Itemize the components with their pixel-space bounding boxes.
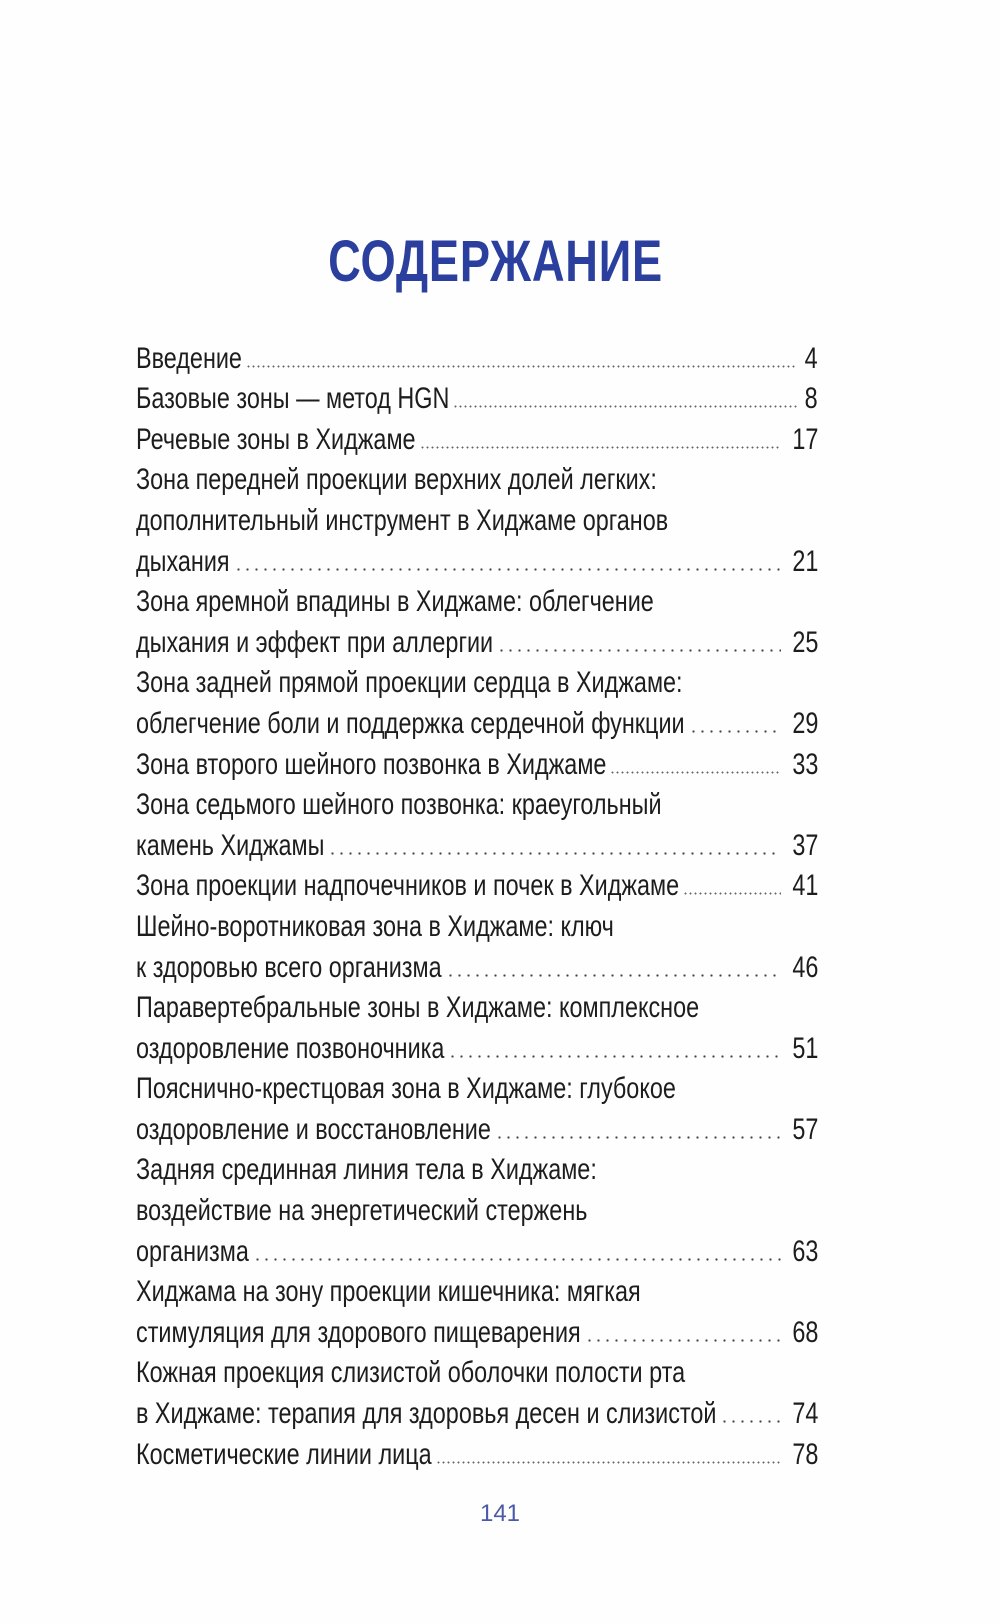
toc-entry-page: 37	[791, 828, 818, 862]
toc-entry[interactable]	[136, 863, 818, 904]
toc-entry-title: камень Хиджамы	[136, 828, 325, 862]
toc-entry[interactable]	[136, 579, 818, 660]
toc-entry-page: 25	[791, 625, 818, 659]
dot-leader	[328, 852, 780, 855]
toc-entry-line	[136, 903, 818, 944]
toc-entry-title: дыхания	[136, 544, 230, 578]
toc-entry-title: Зона задней прямой проекции сердца в Хиджаме:	[136, 666, 683, 700]
toc-entry-title: Паравертебральные зоны в Хиджаме: комплексное	[136, 991, 700, 1025]
toc-entry-title: дыхания и эффект при аллергии	[136, 625, 494, 659]
toc-entry-final-line	[136, 944, 818, 985]
dot-leader	[585, 1339, 781, 1342]
toc-entry-line	[136, 782, 818, 823]
toc-entry-line	[136, 579, 818, 620]
table-of-contents	[136, 335, 818, 1472]
toc-entry[interactable]	[136, 1431, 818, 1472]
toc-entry-title: Зона передней проекции верхних долей легких:	[136, 463, 657, 497]
toc-entry-page: 74	[791, 1397, 818, 1431]
toc-entry[interactable]	[136, 741, 818, 782]
toc-entry-title: Хиджама на зону проекции кишечника: мягкая	[136, 1275, 641, 1309]
dot-leader	[246, 365, 797, 368]
toc-entry[interactable]	[136, 1066, 818, 1147]
toc-entry-final-line	[136, 538, 818, 579]
toc-entry-title: облегчение боли и поддержка сердечной функции	[136, 706, 685, 740]
dot-leader	[720, 1420, 780, 1423]
toc-entry-final-line	[136, 822, 818, 863]
toc-entry-page: 57	[791, 1112, 818, 1146]
toc-entry-line	[136, 457, 818, 498]
toc-entry-line	[136, 1066, 818, 1107]
toc-entry-title: Пояснично-крестцовая зона в Хиджаме: глубокое	[136, 1072, 676, 1106]
toc-entry-title: оздоровление позвоночника	[136, 1031, 445, 1065]
dot-leader	[610, 771, 780, 774]
toc-entry-page: 63	[791, 1234, 818, 1268]
dot-leader	[453, 405, 797, 408]
toc-entry-page: 46	[791, 950, 818, 984]
toc-entry-page: 78	[791, 1437, 818, 1471]
toc-entry-final-line	[136, 335, 818, 376]
dot-leader	[448, 1055, 780, 1058]
toc-entry-final-line	[136, 1431, 818, 1472]
toc-entry-title: дополнительный инструмент в Хиджаме органов	[136, 503, 669, 537]
toc-entry[interactable]	[136, 376, 818, 417]
toc-entry-title: Речевые зоны в Хиджаме	[136, 422, 416, 456]
toc-entry-line	[136, 1350, 818, 1391]
toc-entry[interactable]	[136, 1147, 818, 1269]
toc-entry-page: 29	[791, 706, 818, 740]
toc-entry-page: 41	[791, 869, 818, 903]
toc-entry-page: 17	[791, 422, 818, 456]
toc-entry-page: 8	[804, 382, 818, 416]
dot-leader	[495, 1136, 781, 1139]
toc-entry-final-line	[136, 1228, 818, 1269]
toc-entry-title: Кожная проекция слизистой оболочки полости рта	[136, 1356, 686, 1390]
toc-entry-title: воздействие на энергетический стержень	[136, 1194, 588, 1228]
toc-entry-title: Введение	[136, 341, 242, 375]
toc-entry-title: Шейно-воротниковая зона в Хиджаме: ключ	[136, 909, 614, 943]
toc-entry[interactable]	[136, 660, 818, 741]
dot-leader	[436, 1461, 781, 1464]
toc-entry-title: Косметические линии лица	[136, 1437, 432, 1471]
toc-entry-page: 33	[791, 747, 818, 781]
toc-entry[interactable]	[136, 335, 818, 376]
toc-entry-final-line	[136, 1309, 818, 1350]
toc-entry-final-line	[136, 1025, 818, 1066]
dot-leader	[689, 730, 781, 733]
toc-entry-title: оздоровление и восстановление	[136, 1112, 491, 1146]
dot-leader	[683, 892, 781, 895]
toc-entry[interactable]	[136, 1350, 818, 1431]
toc-entry[interactable]	[136, 416, 818, 457]
toc-entry-final-line	[136, 1106, 818, 1147]
dot-leader	[420, 446, 781, 449]
toc-entry-title: к здоровью всего организма	[136, 950, 442, 984]
toc-entry-final-line	[136, 700, 818, 741]
toc-entry-line	[136, 1269, 818, 1310]
dot-leader	[234, 568, 781, 571]
toc-entry[interactable]	[136, 985, 818, 1066]
toc-entry[interactable]	[136, 903, 818, 984]
toc-entry-final-line	[136, 1390, 818, 1431]
toc-entry[interactable]	[136, 457, 818, 579]
toc-entry-page: 21	[791, 544, 818, 578]
toc-entry-title: в Хиджаме: терапия для здоровья десен и слизистой	[136, 1397, 717, 1431]
toc-entry[interactable]	[136, 782, 818, 863]
toc-entry-line	[136, 985, 818, 1026]
toc-entry-final-line	[136, 863, 818, 904]
toc-entry-final-line	[136, 619, 818, 660]
toc-entry-line	[136, 1187, 818, 1228]
toc-entry-title: Зона проекции надпочечников и почек в Хиджаме	[136, 869, 680, 903]
toc-entry-page: 68	[791, 1315, 818, 1349]
toc-entry-final-line	[136, 741, 818, 782]
toc-entry-final-line	[136, 416, 818, 457]
page-number: 141	[479, 1500, 521, 1527]
toc-entry-page: 4	[804, 341, 818, 375]
toc-entry[interactable]	[136, 1269, 818, 1350]
toc-entry-title: Базовые зоны — метод HGN	[136, 382, 450, 416]
dot-leader	[497, 649, 781, 652]
toc-entry-final-line	[136, 376, 818, 417]
toc-entry-line	[136, 1147, 818, 1188]
toc-entry-title: Задняя срединная линия тела в Хиджаме:	[136, 1153, 597, 1187]
toc-entry-line	[136, 497, 818, 538]
toc-entry-title: организма	[136, 1234, 249, 1268]
toc-entry-title: Зона второго шейного позвонка в Хиджаме	[136, 747, 607, 781]
page-title: СОДЕРЖАНИЕ	[328, 229, 664, 294]
toc-entry-title: Зона яремной впадины в Хиджаме: облегчение	[136, 585, 654, 619]
toc-entry-line	[136, 660, 818, 701]
dot-leader	[446, 974, 781, 977]
toc-entry-title: стимуляция для здорового пищеварения	[136, 1315, 581, 1349]
toc-entry-title: Зона седьмого шейного позвонка: краеугольный	[136, 788, 662, 822]
toc-entry-page: 51	[791, 1031, 818, 1065]
dot-leader	[253, 1258, 781, 1261]
